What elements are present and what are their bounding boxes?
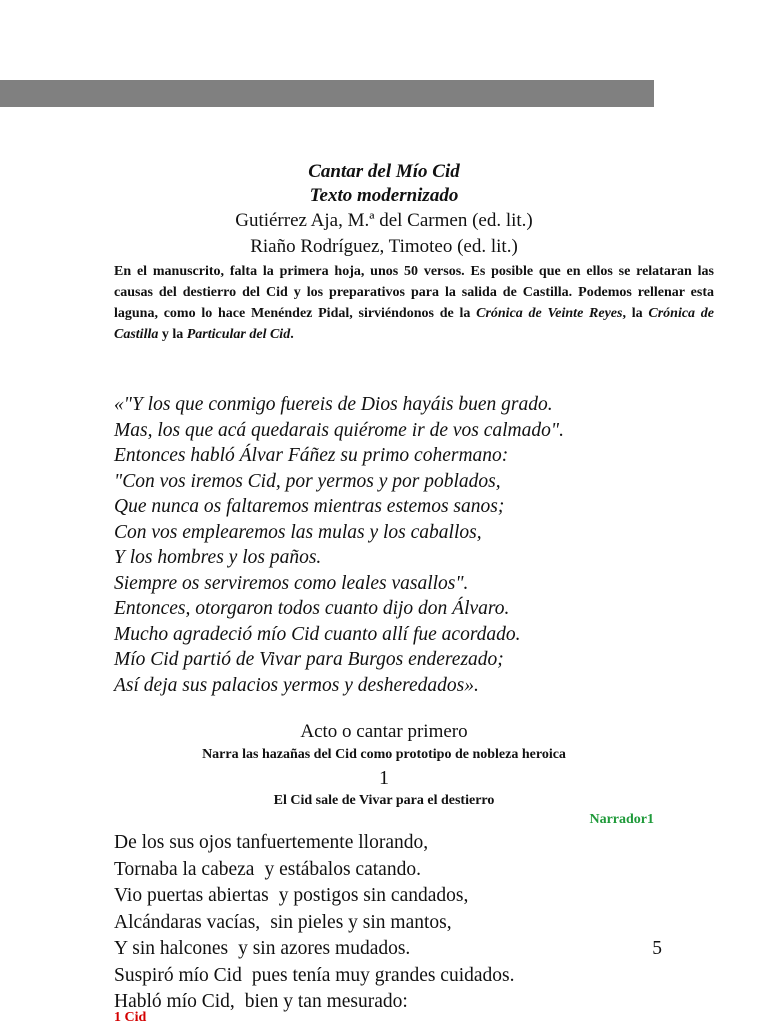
poem-line: [114, 936, 662, 963]
verse-line: Así deja sus palacios yermos y desheredados».: [114, 674, 479, 696]
hemistich-b: bien y tan mesurado:: [244, 991, 408, 1012]
hemistich-b: pues tenía muy grandes cuidados.: [251, 964, 515, 986]
poem-line: [114, 830, 662, 857]
verse-line: Que nunca os faltaremos mientras estemos sanos;: [114, 496, 505, 517]
verse-line: Mío Cid partió de Vivar para Burgos enderezado;: [114, 649, 504, 670]
intro-text-3: y la: [158, 327, 187, 342]
prologue-verses: [114, 392, 674, 698]
act-subtitle: Narra las hazañas del Cid como prototipo de nobleza heroica: [202, 747, 566, 762]
editor-line-1: Gutiérrez Aja, M.ª del Carmen (ed. lit.): [235, 210, 533, 231]
poem-line: [114, 857, 662, 884]
hemistich-a: Suspiró mío Cid: [114, 964, 242, 986]
hemistich-b: y sin azores mudados.: [238, 938, 411, 959]
verse-line: «"Y los que conmigo fuereis de Dios hayáis buen grado.: [114, 394, 553, 415]
footnote-reference: 1 Cid: [114, 1010, 147, 1025]
verse-line: Entonces, otorgaron todos cuanto dijo don Álvaro.: [114, 598, 510, 619]
poem-line: [114, 883, 662, 910]
verse-line: Entonces habló Álvar Fáñez su primo cohermano:: [114, 445, 509, 466]
hemistich-a: Y sin halcones: [114, 938, 229, 959]
hemistich-a: Vio puertas abiertas: [114, 885, 269, 906]
intro-text-1: En el manuscrito, falta la primera hoja, unos 50 versos. Es posible que en ellos se relataran las causas del destierro del Cid y los preparativos para la salida de Castilla. Podemos rellenar esta laguna, como lo hace Menéndez Pidal, sirviéndonos de la: [114, 264, 714, 321]
verse-line: Mucho agradeció mío Cid cuanto allí fue acordado.: [114, 623, 521, 645]
hemistich-a: Alcándaras vacías,: [114, 911, 261, 933]
intro-text-4: .: [290, 327, 294, 342]
hemistich-b: fuertemente llorando,: [260, 832, 429, 853]
intro-work-2: Crónica de Castilla: [114, 306, 715, 342]
document-subtitle: Texto modernizado: [309, 185, 459, 206]
poem-line: [114, 963, 662, 990]
intro-paragraph: [114, 261, 714, 345]
hemistich-a: De los sus ojos tan: [114, 832, 261, 853]
hemistich-b: y estábalos catando.: [264, 858, 421, 880]
hemistich-a: Tornaba la cabeza: [114, 858, 255, 880]
line-number: 5: [652, 938, 662, 959]
document-title: Cantar del Mío Cid: [308, 161, 460, 182]
poem-line: [114, 910, 662, 937]
act-title: Acto o cantar primero: [300, 721, 468, 742]
intro-text-2: , la: [622, 306, 649, 321]
verse-line: Con vos emplearemos las mulas y los caballos,: [114, 521, 482, 543]
poem-lines: [114, 830, 662, 1016]
verse-line: "Con vos iremos Cid, por yermos y por poblados,: [114, 470, 501, 492]
verse-line: Siempre os serviremos como leales vasallos".: [114, 572, 469, 594]
editor-line-2: Riaño Rodríguez, Timoteo (ed. lit.): [250, 236, 518, 257]
intro-work-1: Crónica de Veinte Reyes: [476, 306, 623, 321]
hemistich-b: sin pieles y sin mantos,: [270, 911, 452, 933]
intro-work-3: Particular del Cid: [186, 327, 291, 342]
hemistich-a: Habló mío Cid,: [114, 991, 235, 1012]
section-number: 1: [379, 767, 389, 789]
section-title: El Cid sale de Vivar para el destierro: [273, 793, 495, 808]
hemistich-b: y postigos sin candados,: [278, 885, 469, 906]
verse-line: Y los hombres y los paños.: [114, 547, 322, 568]
verse-line: Mas, los que acá quedarais quiérome ir de vos calmado".: [114, 419, 564, 441]
poem-line: [114, 989, 662, 1016]
speaker-label: Narrador1: [589, 812, 654, 827]
